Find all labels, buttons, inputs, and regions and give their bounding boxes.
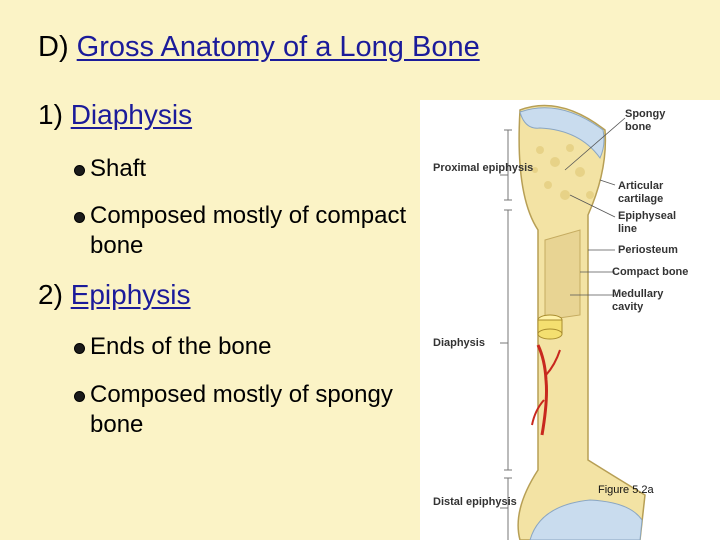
label-periosteum: Periosteum	[618, 244, 678, 256]
title-link[interactable]: Gross Anatomy of a Long Bone	[76, 31, 480, 63]
label-articular-cartilage: Articular cartilage	[618, 180, 664, 205]
bullet-dot-icon	[74, 212, 85, 223]
section-diaphysis-heading	[38, 98, 192, 132]
label-distal-epiphysis: Distal epiphysis	[433, 496, 517, 508]
label-compact-bone: Compact bone	[612, 266, 689, 278]
title-prefix: D)	[38, 31, 77, 63]
bullet-text: Ends of the bone	[90, 333, 272, 360]
label-medullary-cavity: Medullary cavity	[612, 288, 664, 313]
bullet-dot-icon	[74, 165, 85, 176]
bullet-item	[74, 154, 410, 184]
bullet-item	[74, 380, 410, 440]
section-number: 1)	[38, 99, 71, 130]
bullet-text: Composed mostly of spongy bone	[90, 381, 393, 438]
bullet-item	[74, 332, 410, 362]
label-spongy-bone: Spongy bone	[625, 108, 666, 133]
figure-caption: Figure 5.2a	[598, 484, 654, 496]
label-proximal-epiphysis: Proximal epiphysis	[433, 162, 534, 174]
epiphysis-link[interactable]: Epiphysis	[70, 279, 191, 310]
bullet-text: Shaft	[90, 155, 147, 182]
section-epiphysis-heading	[38, 278, 191, 312]
diaphysis-link[interactable]: Diaphysis	[70, 99, 193, 130]
label-diaphysis: Diaphysis	[433, 337, 485, 349]
slide-title	[38, 30, 480, 65]
bullet-item	[74, 201, 410, 261]
bullet-dot-icon	[74, 343, 85, 354]
label-epiphyseal-line: Epiphyseal line	[618, 210, 677, 235]
section-number: 2)	[38, 279, 71, 310]
bullet-text: Composed mostly of compact bone	[90, 202, 407, 259]
long-bone-figure	[420, 100, 720, 540]
bullet-dot-icon	[74, 391, 85, 402]
